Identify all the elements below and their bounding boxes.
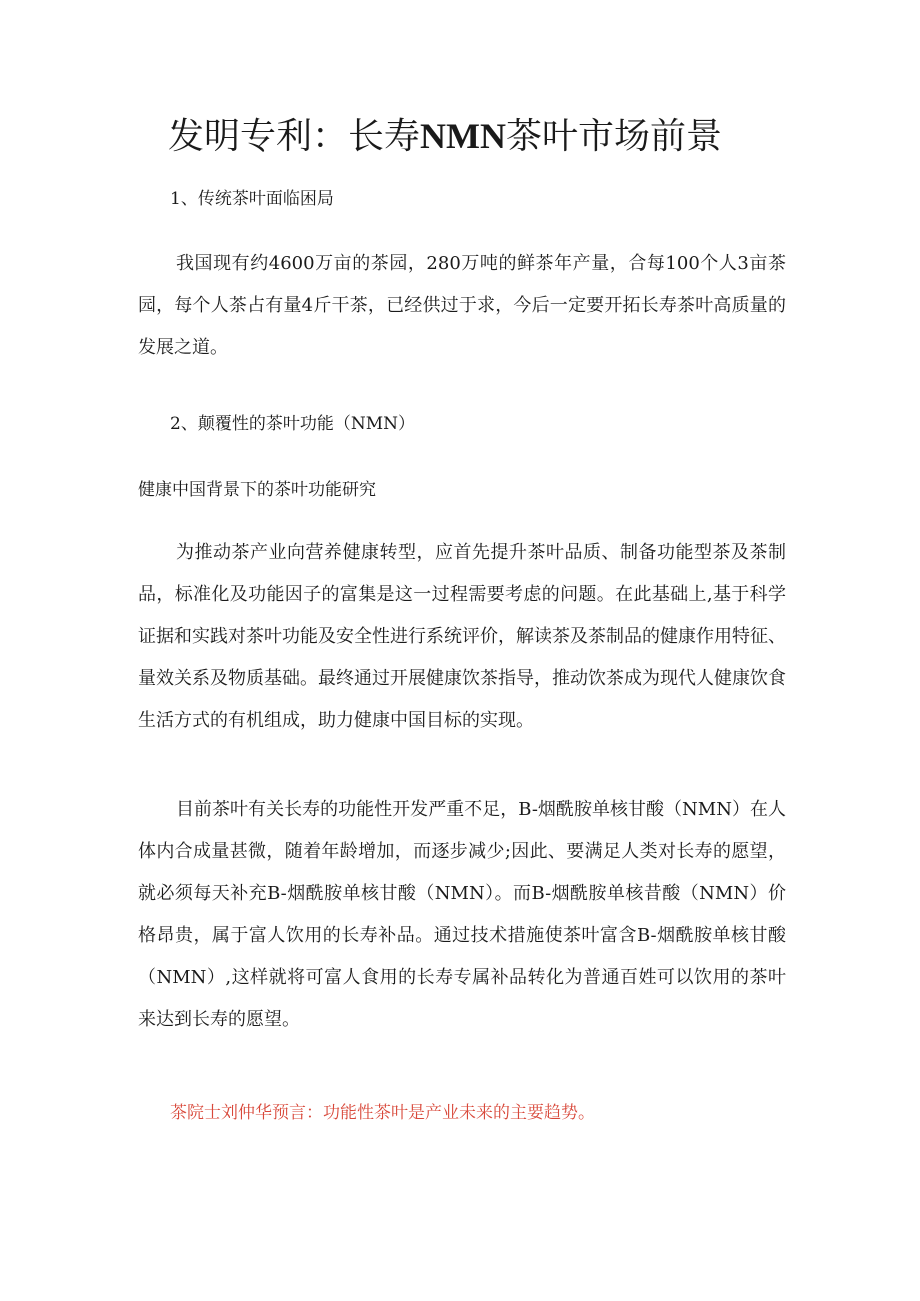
page-title [168,112,808,161]
section1-heading: 1、传统茶叶面临困局 [170,189,334,209]
section2-paragraph2: 目前茶叶有关长寿的功能性开发严重不足，B-烟酰胺单核甘酸（NMN）在人体内合成量甚微，随着年龄增加，而逐步减少;因此、要满足人类对长寿的愿望，就必须每天补充B-烟酰胺单核甘酸（NMN）。而B-烟酰胺单核昔酸（NMN）价格昂贵，属于富人饮用的长寿补品。通过技术措施使茶叶富含B-烟酰胺单核甘酸（NMN）,这样就将可富人食用的长寿专属补品转化为普通百姓可以饮用的茶叶来达到长寿的愿望。 [138,799,786,1030]
section2-heading: 2、颠覆性的茶叶功能（NMN） [170,414,415,434]
section1-paragraph: 我国现有约4600万亩的茶园，280万吨的鲜茶年产量，合每100个人3亩茶园，每个人茶占有量4斤干茶，已经供过于求，今后一定要开拓长寿茶叶高质量的发展之道。 [138,253,786,358]
section2-paragraph1: 为推动茶产业向营养健康转型，应首先提升茶叶品质、制备功能型茶及茶制品，标准化及功能因子的富集是这一过程需要考虑的问题。在此基础上,基于科学证据和实践对茶叶功能及安全性进行系统评价，解读茶及茶制品的健康作用特征、量效关系及物质基础。最终通过开展健康饮茶指导，推动饮茶成为现代人健康饮食生活方式的有机组成，助力健康中国目标的实现。 [138,542,786,731]
section2-subheading: 健康中国背景下的茶叶功能研究 [138,480,376,500]
title-prefix: 发明专利：长寿 [168,116,421,157]
title-latin: NMN [420,116,506,156]
highlight-quote: 茶院士刘仲华预言：功能性茶叶是产业未来的主要趋势。 [170,1103,595,1123]
title-suffix: 茶叶市场前景 [506,116,723,157]
